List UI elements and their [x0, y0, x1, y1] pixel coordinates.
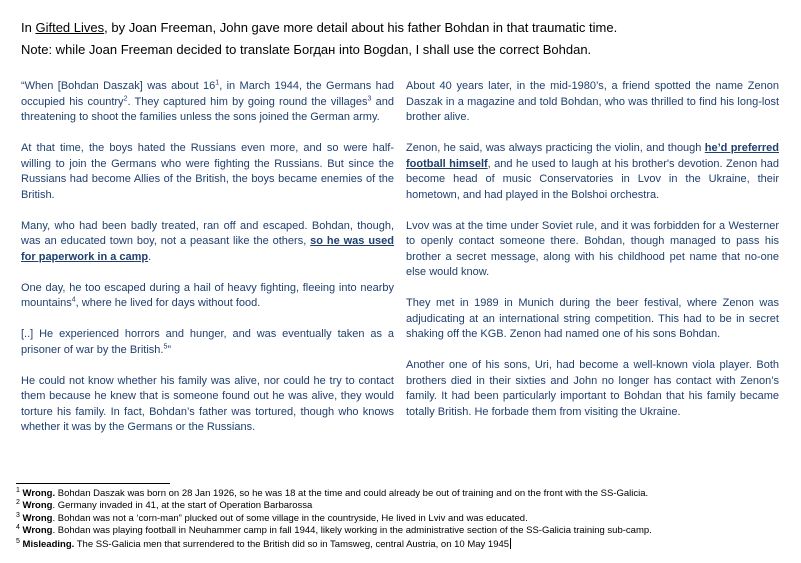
footnote: [16, 500, 786, 512]
footnote-text: . Germany invaded in 41, at the start of Operation Barbarossa: [52, 500, 313, 512]
footnote-label: Wrong: [22, 512, 53, 524]
intro-line-2: Note: while Joan Freeman decided to translate Богдан into Bogdan, I shall use the correct Bohdan.: [21, 42, 592, 57]
footnote-ref-1[interactable]: 1: [215, 79, 220, 87]
paragraph: About 40 years later, in the mid-1980’s, a friend spotted the name Zenon Daszak in a magazine and told Bohdan, who was thrilled to find his long-lost brother alive.: [406, 80, 779, 123]
text: “When [Bohdan Daszak] was about 16: [21, 80, 216, 92]
footnote-ref-4[interactable]: 4: [71, 296, 76, 304]
text: .: [148, 250, 152, 263]
intro: [21, 18, 781, 62]
footnote-ref-2[interactable]: 2: [123, 94, 128, 102]
text: , in March 1944, the Germans had occupied his country: [21, 80, 394, 108]
footnote: [16, 513, 786, 525]
footnote-number: 3: [16, 511, 20, 519]
right-column: [406, 79, 779, 436]
footnote: [16, 488, 786, 500]
text: [..] He experienced horrors and hunger, and was eventually taken as a prisoner of war by the British.: [21, 328, 394, 356]
footnote-label: Wrong: [22, 525, 53, 537]
footnote-number: 5: [16, 537, 20, 545]
intro-text: In: [21, 20, 36, 35]
text-cursor[interactable]: [510, 538, 511, 549]
footnote: [16, 538, 786, 551]
text: ”: [167, 343, 172, 356]
footnote-ref-3[interactable]: 3: [367, 94, 372, 102]
text: . They captured him by going round the villages: [127, 95, 368, 108]
paragraph: They met in 1989 in Munich during the beer festival, where Zenon was adjudicating at an international string competition. This had to be in secret shaking off the KGB. Zenon had named one of his sons Bohdan.: [406, 297, 779, 340]
footnote-number: 1: [16, 486, 20, 494]
left-column: [21, 79, 394, 451]
text: and threatening to shoot the families unless the sons joined the German army.: [21, 95, 394, 123]
footnote-text: . Bohdan was playing football in Neuhammer camp in fall 1944, likely working in the administrative section of the SS-Galicia training sub-camp.: [52, 525, 652, 537]
book-title: Gifted Lives: [35, 20, 105, 35]
footnote-number: 2: [16, 499, 20, 507]
paragraph: Lvov was at the time under Soviet rule, and it was forbidden for a Westerner to openly contact someone there. Bohdan, though managed to pass his brother a secret message, along with his childhood pet name that no-one else would know.: [406, 219, 779, 278]
football-link[interactable]: he’d preferred football himself: [406, 142, 780, 170]
footnote-text: Bohdan Daszak was born on 28 Jan 1926, so he was 18 at the time and could already be out of training and on the front with the SS-Galicia.: [55, 488, 649, 499]
footnote-label: Wrong: [22, 500, 53, 512]
footnote-ref-5[interactable]: 5: [163, 342, 168, 350]
paragraph: Another one of his sons, Uri, had become a well-known viola player. Both brothers died in their sixties and John no longer has contact with Zenon’s family. It had been particularly important to Bohdan that his family became totally British. He forbade them from visiting the Ukraine.: [406, 359, 779, 418]
footnote-text: . Bohdan was not a ‘corn-man” plucked out of some village in the countryside, He lived in Lviv and was educated.: [52, 512, 528, 524]
paragraph: [406, 141, 779, 203]
intro-text: , by Joan Freeman, John gave more detail about his father Bohdan in that traumatic time.: [104, 20, 618, 35]
footnote-label: Misleading.: [22, 538, 75, 550]
footnote-separator: [16, 483, 170, 484]
text: , where he lived for days without food.: [75, 297, 261, 309]
paragraph: [21, 281, 394, 312]
footnotes: [16, 488, 786, 551]
paperwork-link[interactable]: so he was used for paperwork in a camp: [21, 235, 394, 263]
footnote: [16, 525, 786, 537]
footnote-number: 4: [16, 524, 20, 532]
paragraph: He could not know whether his family was alive, nor could he try to contact them because he knew that is someone found out he was alive, they would torture his family. In fact, Bohdan’s father was tortured, though who knows whether it was by the Germans or the Russians.: [21, 374, 394, 433]
text: Many, who had been badly treated, ran off and escaped. Bohdan, though, was an educated town boy, not a peasant like the others,: [21, 219, 394, 247]
text: One day, he too escaped during a hail of heavy fighting, fleeing into nearby mountains: [21, 281, 394, 309]
paragraph: [21, 79, 394, 126]
paragraph: [21, 219, 394, 266]
paragraph: At that time, the boys hated the Russians even more, and so were half-willing to join the Germans who were fighting the Russians. But since the Russians had become Allies of the British, the boys became enemies of the British.: [21, 142, 394, 201]
footnote-text: The SS-Galicia men that surrendered to the British did so in Tamsweg, central Austria, on 10 May 1945: [74, 538, 510, 550]
paragraph: [21, 327, 394, 358]
intro-line-1: [21, 18, 781, 38]
text: , and he used to laugh at his brother's devotion. Zenon had become head of music Conservatories in Lvov in the Ukraine, their hometown, and had played in the Bolshoi orchestra.: [406, 157, 779, 201]
footnote-label: Wrong.: [22, 488, 56, 499]
text: Zenon, he said, was always practicing the violin, and though: [406, 142, 705, 154]
